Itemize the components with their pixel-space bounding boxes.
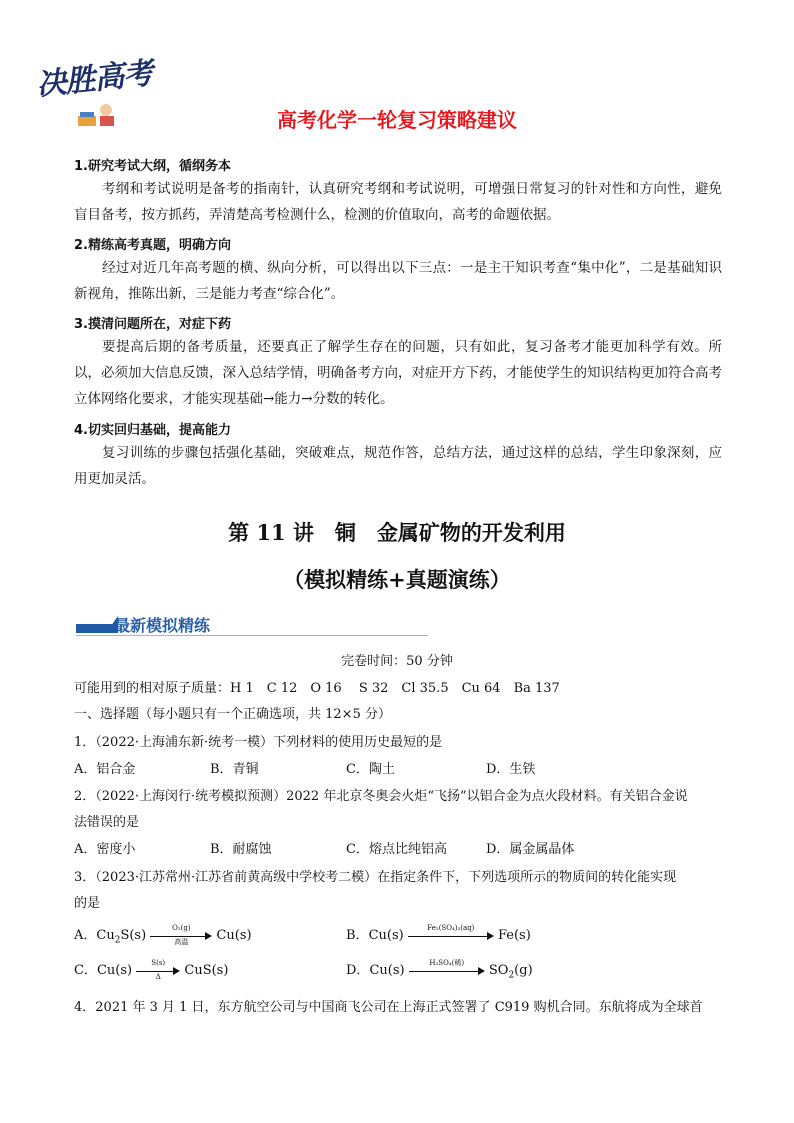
section-banner [76,614,428,638]
reactant: Cu(s) [369,963,405,978]
section-paragraph: 要提高后期的备考质量，还要真正了解学生存在的问题，只有如此，复习备考才能更加科学有效。所以，必须加大信息反馈，深入总结学情，明确备考方向，对症开方下药，才能使学生的知识结构更加符合高考立体网络化要求，才能实现基础→能力→分数的转化。 [74,339,722,407]
question-stem: 4．2021 年 3 月 1 日，东方航空公司与中国商飞公司在上海正式签署了 C919 购机合同。东航将成为全球首 [74,1000,703,1015]
question-stem: 1．（2022·上海浦东新·统考一模）下列材料的使用历史最短的是 [74,735,443,750]
logo-text: 决胜高考 [34,56,154,103]
arrow-condition-bottom: Δ [155,972,161,981]
option-c: C．熔点比纯铝高 [346,842,447,857]
option-c [74,959,228,979]
arrow-condition-top: O₂(g) [172,923,191,932]
product-state: (g) [514,963,533,978]
page-title: 高考化学一轮复习策略建议 [277,108,517,132]
reaction-arrow [408,923,494,944]
option-b: B．青铜 [210,762,259,777]
option-d: D．生铁 [486,762,536,777]
option-label: B． [346,928,369,943]
exam-time: 完卷时间：50 分钟 [341,654,453,669]
arrow-condition-top: S(s) [151,958,166,967]
option-label: C． [74,963,97,978]
product: SO [488,963,509,978]
reaction-arrow [136,958,180,981]
subscript: 2 [508,970,515,981]
section-heading: 2.精练高考真题，明确方向 [74,238,231,253]
subscript: 2 [114,935,121,946]
banner-label: 最新模拟精练 [114,616,211,635]
option-label: A． [74,928,97,943]
product: CuS(s) [184,963,229,978]
arrow-condition-top: H₂SO₄(稀) [429,958,465,967]
section-paragraph: 考纲和考试说明是备考的指南针，认真研究考纲和考试说明，可增强日常复习的针对性和方向性，避免盲目备考，按方抓药，弄清楚高考检测什么，检测的价值取向，高考的命题依据。 [74,181,722,223]
question-stem-continued: 法错误的是 [74,815,140,830]
option-d: D．属金属晶体 [486,842,575,857]
section-paragraph: 经过对近几年高考题的横、纵向分析，可以得出以下三点：一是主干知识考查“集中化”，二是基础知识新视角，推陈出新，三是能力考查“综合化”。 [74,260,722,302]
reactant: Cu(s) [96,963,133,978]
reactant: Cu(s) [368,928,404,943]
option-a [74,924,252,946]
option-a: A．铝合金 [74,762,136,777]
question-stem-continued: 的是 [74,896,101,911]
lecture-subtitle: （模拟精练+真题演练） [283,567,511,592]
section-paragraph: 复习训练的步骤包括强化基础，突破难点，规范作答，总结方法，通过这样的总结，学生印象深刻，应用更加灵活。 [74,445,722,487]
option-label: D． [346,963,370,978]
option-c: C．陶土 [346,762,395,777]
option-a: A．密度小 [74,842,136,857]
atomic-masses: 可能用到的相对原子质量：H 1 C 12 O 16 S 32 Cl 35.5 Cu 64 Ba 137 [74,681,560,696]
option-b: B．耐腐蚀 [210,842,272,857]
product: Fe(s) [497,928,531,943]
reaction-arrow [409,958,485,979]
option-d [346,959,533,981]
option-b [346,924,531,944]
lecture-title: 第 11 讲 铜 金属矿物的开发利用 [228,520,566,545]
question-stem: 2．（2022·上海闵行·统考模拟预测）2022 年北京冬奥会火炬“飞扬”以铝合金为点火段材料。有关铝合金说 [74,789,688,804]
section-heading: 3.摸清问题所在，对症下药 [74,317,231,332]
reactant: Cu [96,928,115,943]
section-heading: 1.研究考试大纲，循纲务本 [74,159,231,174]
section-title-choice: 一、选择题（每小题只有一个正确选项，共 12×5 分） [74,707,391,722]
reactant-state: S(s) [120,928,147,943]
question-stem: 3．（2023·江苏常州·江苏省前黄高级中学校考二模）在指定条件下，下列选项所示的物质间的转化能实现 [74,870,677,885]
section-heading: 4.切实回归基础，提高能力 [74,423,231,438]
arrow-condition-top: Fe₂(SO₄)₃(aq) [427,923,475,932]
arrow-condition-bottom: 高温 [174,937,189,946]
reaction-arrow [150,923,212,946]
product: Cu(s) [216,928,252,943]
banner-underline [76,635,428,636]
